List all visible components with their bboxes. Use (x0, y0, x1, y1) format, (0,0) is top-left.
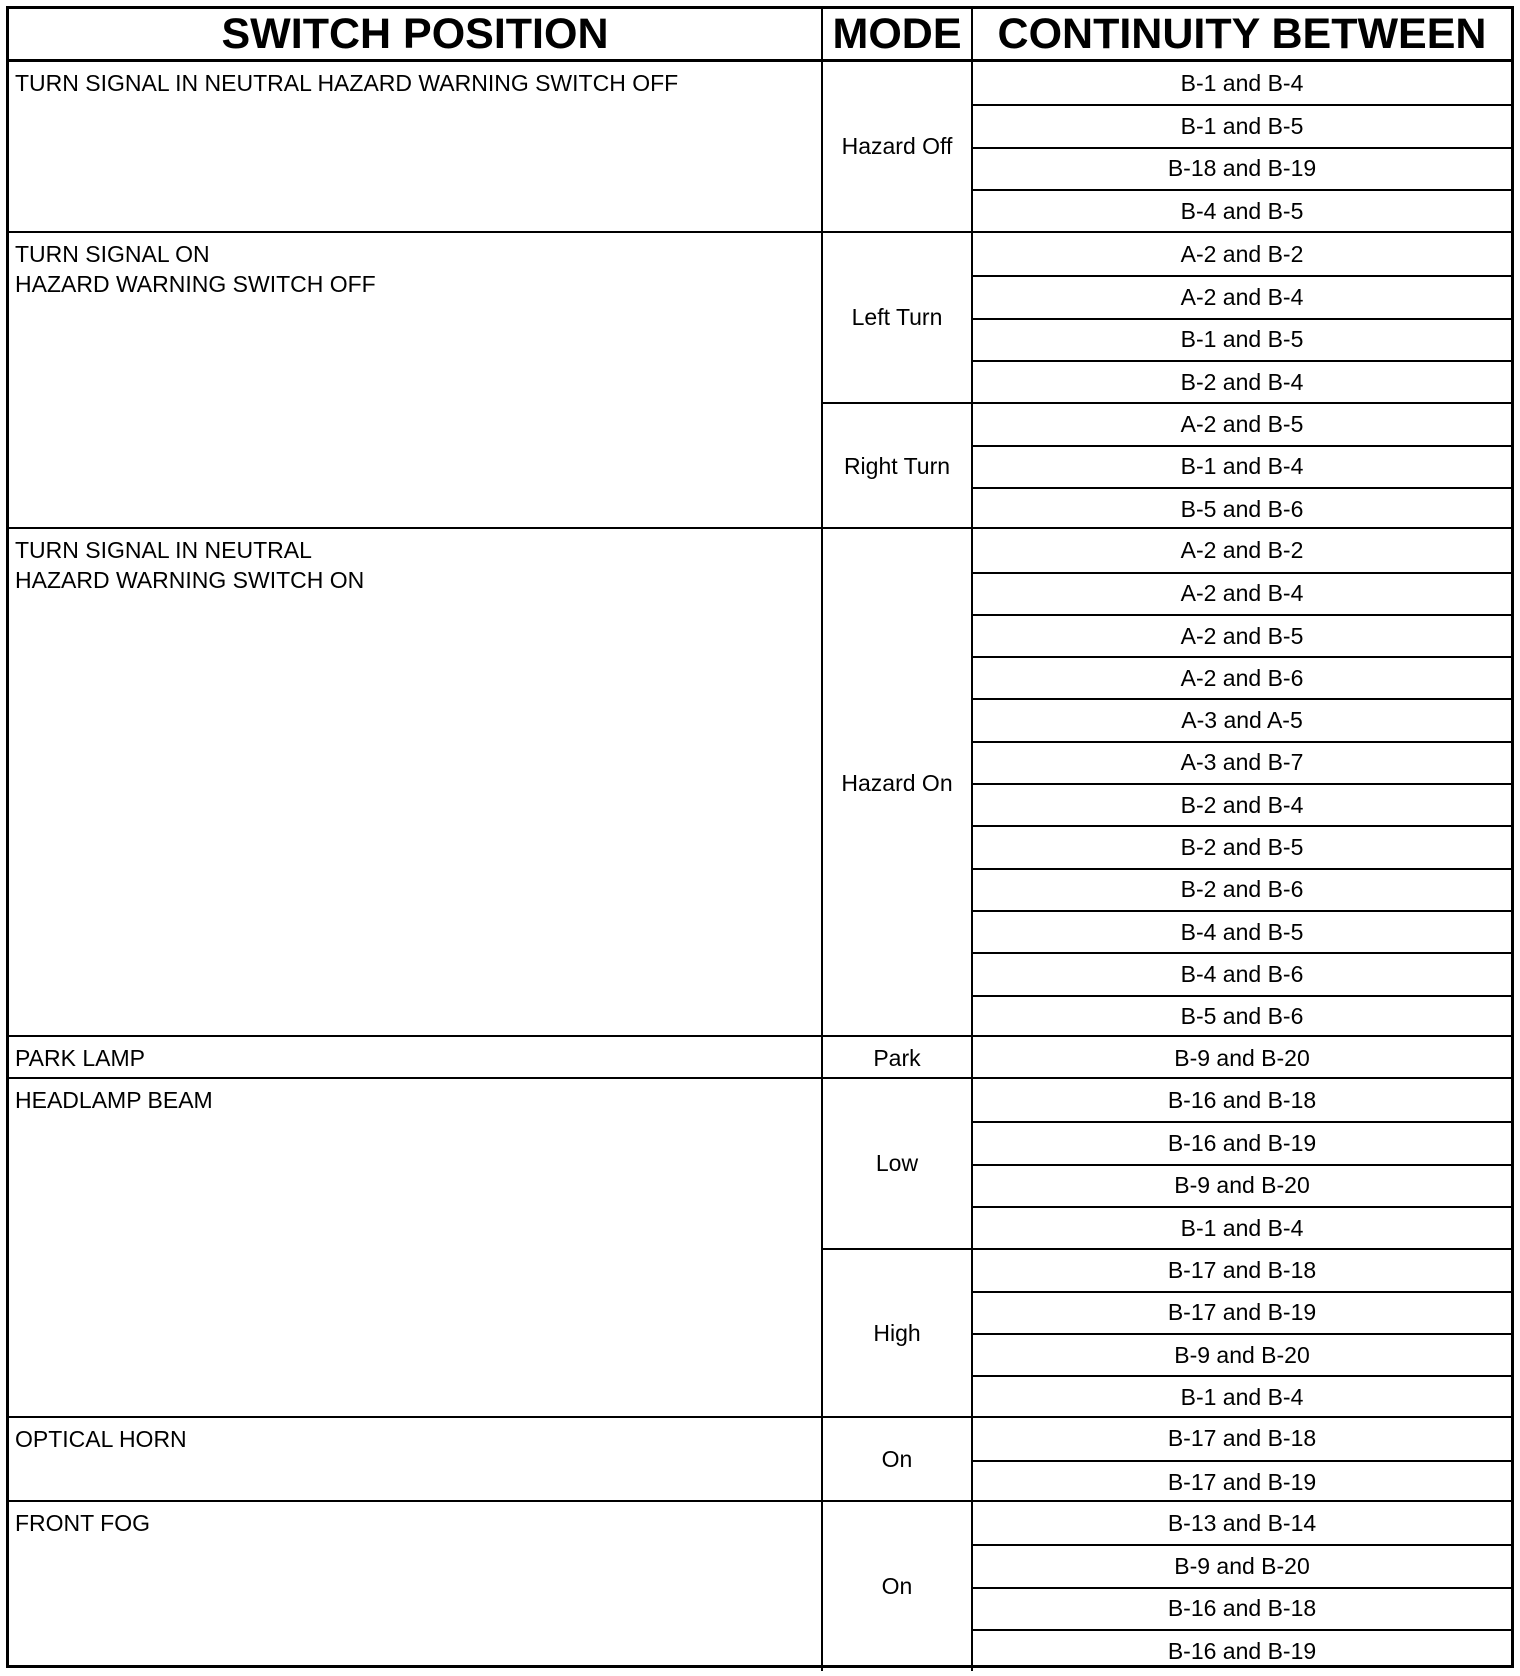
mode-cell: High (821, 1248, 971, 1417)
continuity-table (6, 6, 1514, 1668)
continuity-cell: B-2 and B-6 (971, 868, 1511, 910)
continuity-cell: A-3 and A-5 (971, 698, 1511, 740)
continuity-cell: B-17 and B-19 (971, 1291, 1511, 1333)
mode-cell: Park (821, 1037, 971, 1079)
mode-cell: Hazard Off (821, 62, 971, 231)
continuity-cell: A-2 and B-5 (971, 402, 1511, 444)
continuity-cell: B-17 and B-18 (971, 1248, 1511, 1290)
continuity-cell: B-9 and B-20 (971, 1333, 1511, 1375)
continuity-cell: A-2 and B-5 (971, 614, 1511, 656)
table-row-group (9, 527, 1511, 1035)
continuity-cell: B-4 and B-5 (971, 189, 1511, 231)
switch-position-cell: TURN SIGNAL ON HAZARD WARNING SWITCH OFF (15, 241, 376, 298)
table-row-group (9, 231, 1511, 527)
continuity-cell: B-1 and B-4 (971, 1375, 1511, 1417)
continuity-cell: B-9 and B-20 (971, 1037, 1511, 1079)
table-row-group (9, 1077, 1511, 1415)
continuity-cell: B-17 and B-19 (971, 1460, 1511, 1502)
header-continuity: CONTINUITY BETWEEN (971, 9, 1511, 62)
continuity-cell: A-2 and B-4 (971, 275, 1511, 317)
continuity-cell: B-1 and B-5 (971, 104, 1511, 146)
mode-cell: On (821, 1418, 971, 1503)
continuity-cell: A-3 and B-7 (971, 741, 1511, 783)
continuity-cell: A-2 and B-6 (971, 656, 1511, 698)
continuity-cell: B-9 and B-20 (971, 1164, 1511, 1206)
continuity-cell: B-16 and B-19 (971, 1121, 1511, 1163)
switch-position-cell: PARK LAMP (15, 1044, 145, 1071)
table-row-group (9, 1500, 1511, 1669)
switch-position-cell: FRONT FOG (15, 1510, 151, 1537)
switch-position-cell: TURN SIGNAL IN NEUTRAL HAZARD WARNING SWITCH ON (15, 537, 365, 594)
mode-cell: Hazard On (821, 529, 971, 1037)
switch-position-cell: OPTICAL HORN (15, 1425, 187, 1452)
mode-cell: Low (821, 1079, 971, 1248)
continuity-cell: B-9 and B-20 (971, 1544, 1511, 1586)
table-row-group (9, 62, 1511, 231)
mode-cell: Left Turn (821, 233, 971, 402)
continuity-cell: A-2 and B-2 (971, 529, 1511, 571)
continuity-cell: B-16 and B-19 (971, 1629, 1511, 1671)
continuity-cell: B-5 and B-6 (971, 487, 1511, 529)
continuity-cell: B-16 and B-18 (971, 1587, 1511, 1629)
switch-position-cell: TURN SIGNAL IN NEUTRAL HAZARD WARNING SWITCH OFF (15, 70, 679, 96)
table-row-group (9, 1416, 1511, 1501)
header-row (9, 9, 1511, 62)
continuity-cell: B-1 and B-5 (971, 318, 1511, 360)
continuity-cell: B-18 and B-19 (971, 147, 1511, 189)
header-switch-position: SWITCH POSITION (9, 9, 821, 62)
continuity-cell: B-2 and B-4 (971, 360, 1511, 402)
continuity-cell: A-2 and B-2 (971, 233, 1511, 275)
switch-position-cell: HEADLAMP BEAM (15, 1087, 213, 1114)
continuity-cell: A-2 and B-4 (971, 572, 1511, 614)
header-mode: MODE (821, 9, 971, 62)
continuity-cell: B-13 and B-14 (971, 1502, 1511, 1544)
continuity-cell: B-17 and B-18 (971, 1418, 1511, 1460)
continuity-cell: B-2 and B-5 (971, 825, 1511, 867)
continuity-cell: B-4 and B-6 (971, 952, 1511, 994)
continuity-cell: B-1 and B-4 (971, 445, 1511, 487)
mode-cell: Right Turn (821, 402, 971, 529)
continuity-cell: B-5 and B-6 (971, 995, 1511, 1037)
mode-cell: On (821, 1502, 971, 1671)
continuity-cell: B-1 and B-4 (971, 1206, 1511, 1248)
continuity-cell: B-16 and B-18 (971, 1079, 1511, 1121)
continuity-cell: B-4 and B-5 (971, 910, 1511, 952)
continuity-cell: B-2 and B-4 (971, 783, 1511, 825)
continuity-cell: B-1 and B-4 (971, 62, 1511, 104)
table-row-group (9, 1035, 1511, 1077)
